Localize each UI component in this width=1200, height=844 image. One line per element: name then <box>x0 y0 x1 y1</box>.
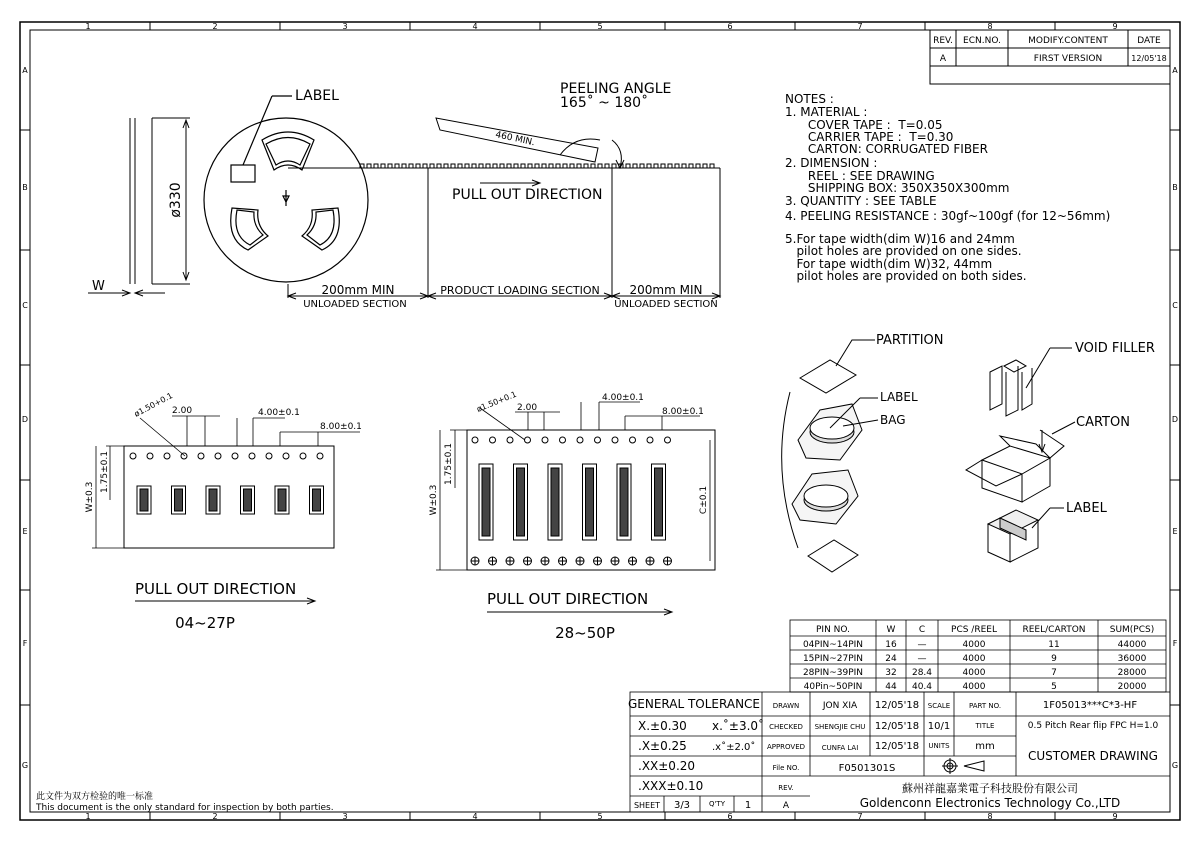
qty-cell: — <box>917 640 927 650</box>
col-label: 7 <box>857 812 863 821</box>
component <box>586 468 594 536</box>
date-value: 12/05'18 <box>1131 54 1167 63</box>
sprocket-mark <box>472 164 476 168</box>
qty-cell: 20000 <box>1117 682 1147 692</box>
large-pitch-800: 8.00±0.1 <box>662 407 704 417</box>
units-value: mm <box>975 741 995 752</box>
sprocket-mark <box>437 164 441 168</box>
sprocket-hole <box>595 437 601 443</box>
packing-label-1: LABEL <box>880 390 918 404</box>
component <box>175 489 183 511</box>
qty-cell: 44000 <box>1117 640 1147 650</box>
col-label: 7 <box>857 22 863 31</box>
qty-cell: 4000 <box>962 640 986 650</box>
col-label: 8 <box>987 22 993 31</box>
qty-cell: 4000 <box>962 668 986 678</box>
sprocket-hole <box>612 437 618 443</box>
sprocket-mark <box>423 164 427 168</box>
component <box>209 489 217 511</box>
footer-cn: 此文件为双方检验的唯一标准 <box>36 792 154 802</box>
drawn-date: 12/05'18 <box>874 700 920 711</box>
sprocket-hole <box>542 437 548 443</box>
sprocket-mark <box>493 164 497 168</box>
qty-header: REEL/CARTON <box>1022 625 1086 635</box>
sprocket-hole <box>164 453 170 459</box>
sprocket-mark <box>668 164 672 168</box>
approved-label: APPROVED <box>766 743 806 751</box>
note-line: CARTON: CORRUGATED FIBER <box>785 142 988 156</box>
rev-header: REV. <box>933 36 953 46</box>
sprocket-hole <box>130 453 136 459</box>
qty-header: W <box>886 625 896 635</box>
scale-label: SCALE <box>927 702 951 710</box>
qty-cell: 40Pin~50PIN <box>803 682 863 692</box>
col-label: 6 <box>727 22 733 31</box>
peeling-angle-label: PEELING ANGLE <box>560 81 672 97</box>
note-line: 5.For tape width(dim W)16 and 24mm <box>785 232 1015 246</box>
sprocket-mark <box>682 164 686 168</box>
col-label: 1 <box>85 22 91 31</box>
tape-small-pockets <box>137 486 324 514</box>
sprocket-mark <box>591 164 595 168</box>
w-label: W <box>92 279 105 294</box>
fileno-label: File NO. <box>772 764 800 772</box>
col-label: 9 <box>1112 22 1118 31</box>
packing-illustration <box>782 340 1075 572</box>
qty-cell: 28000 <box>1117 668 1147 678</box>
row-label: E <box>22 527 28 536</box>
sprocket-mark <box>570 164 574 168</box>
sprocket-mark <box>444 164 448 168</box>
qty-header: SUM(PCS) <box>1109 625 1155 635</box>
col-label: 2 <box>212 22 218 31</box>
sprocket-mark <box>612 164 616 168</box>
col-label: 2 <box>212 812 218 821</box>
tape-large-holes <box>471 437 672 565</box>
reel-label-callout: LABEL <box>295 88 339 104</box>
quantity-table <box>803 625 1154 692</box>
unloaded-section-right: UNLOADED SECTION <box>614 299 718 310</box>
note-line: pilot holes are provided on both sides. <box>785 269 1027 283</box>
sprocket-mark <box>563 164 567 168</box>
sprocket-mark <box>584 164 588 168</box>
sprocket-hole <box>266 453 272 459</box>
large-c-dim: C±0.1 <box>699 485 709 515</box>
row-label: A <box>22 66 28 75</box>
component <box>244 489 252 511</box>
unloaded-dim-left: 200mm MIN <box>321 283 395 297</box>
sprocket-hole <box>232 453 238 459</box>
tape-large-pockets <box>479 464 666 540</box>
sprocket-mark <box>640 164 644 168</box>
qty-header: PCS /REEL <box>951 625 997 635</box>
tape-small-holes <box>130 453 323 459</box>
diameter-label: ø330 <box>168 182 184 218</box>
sprocket-mark <box>479 164 483 168</box>
qty-cell: 9 <box>1051 654 1057 664</box>
qty-cell: 15PIN~27PIN <box>802 654 864 664</box>
qty-cell: 36000 <box>1117 654 1147 664</box>
large-range: 28~50P <box>555 624 615 642</box>
qty-cell: 4000 <box>962 654 986 664</box>
sprocket-mark <box>381 164 385 168</box>
qty-cell: — <box>917 654 927 664</box>
unloaded-dim-right: 200mm MIN <box>629 283 703 297</box>
small-pitch-200: 2.00 <box>172 406 193 416</box>
sprocket-mark <box>633 164 637 168</box>
tol-4: .XXX±0.10 <box>638 779 704 793</box>
rev-label: REV. <box>778 784 794 792</box>
row-label: C <box>22 301 28 310</box>
col-label: 3 <box>342 22 348 31</box>
sprocket-mark <box>556 164 560 168</box>
component <box>140 489 148 511</box>
title-label: TITLE <box>975 722 995 730</box>
sprocket-mark <box>710 164 714 168</box>
sprocket-hole <box>198 453 204 459</box>
drawn-name: JON XIA <box>822 701 858 711</box>
qty-cell: 24 <box>885 654 897 664</box>
checked-label: CHECKED <box>769 723 803 731</box>
tol-1: X.±0.30 <box>638 719 687 733</box>
pull-out-direction-small: PULL OUT DIRECTION <box>135 580 297 598</box>
small-hole-dia: ø1.50+0.1 <box>132 391 175 419</box>
scale-value: 10/1 <box>927 721 951 732</box>
sprocket-mark <box>486 164 490 168</box>
drawn-label: DRAWN <box>772 702 800 710</box>
large-edge: 1.75±0.1 <box>444 443 454 485</box>
drawing-type: CUSTOMER DRAWING <box>1028 749 1158 763</box>
bag-label: BAG <box>880 413 906 427</box>
row-label: B <box>22 183 28 192</box>
component <box>551 468 559 536</box>
component <box>655 468 663 536</box>
qty-cell: 04PIN~14PIN <box>802 640 864 650</box>
qty-cell: 44 <box>885 682 897 692</box>
tol-2: .X±0.25 <box>638 739 687 753</box>
product-loading-section: PRODUCT LOADING SECTION <box>440 284 600 297</box>
sprocket-mark <box>647 164 651 168</box>
large-width: W±0.3 <box>429 484 439 516</box>
sprocket-mark <box>430 164 434 168</box>
sprocket-mark <box>395 164 399 168</box>
qty-header: C <box>918 625 926 635</box>
general-tolerance-title: GENERAL TOLERANCE <box>627 697 761 711</box>
row-label: A <box>1172 66 1178 75</box>
sprocket-mark <box>689 164 693 168</box>
sprocket-mark <box>542 164 546 168</box>
qty-cell: 4000 <box>962 682 986 692</box>
company-en: Goldenconn Electronics Technology Co.,LTD <box>859 796 1121 810</box>
note-line: 4. PEELING RESISTANCE : 30gf~100gf (for 12~56mm) <box>785 209 1111 223</box>
sprocket-mark <box>577 164 581 168</box>
tol-2b: .x˚±2.0˚ <box>712 742 756 753</box>
peeling-range-label: 165˚ ~ 180˚ <box>560 95 649 111</box>
row-label: G <box>1171 761 1179 770</box>
sprocket-mark <box>549 164 553 168</box>
tol-3: .XX±0.20 <box>638 759 696 773</box>
sprocket-mark <box>535 164 539 168</box>
sprocket-hole <box>317 453 323 459</box>
small-edge: 1.75±0.1 <box>100 451 110 493</box>
sprocket-mark <box>507 164 511 168</box>
sprocket-hole <box>300 453 306 459</box>
col-label: 5 <box>597 812 603 821</box>
sprocket-mark <box>703 164 707 168</box>
sprocket-hole <box>630 437 636 443</box>
sprocket-mark <box>661 164 665 168</box>
note-line: REEL : SEE DRAWING <box>785 169 935 183</box>
col-label: 1 <box>85 812 91 821</box>
partition-label: PARTITION <box>876 333 944 348</box>
pull-out-direction-top: PULL OUT DIRECTION <box>452 187 603 203</box>
row-label: E <box>1172 527 1178 536</box>
sprocket-mark <box>654 164 658 168</box>
row-markers <box>20 66 1180 770</box>
row-label: G <box>21 761 29 770</box>
note-line: 3. QUANTITY : SEE TABLE <box>785 194 937 208</box>
component <box>620 468 628 536</box>
sprocket-hole <box>647 437 653 443</box>
checked-name: SHENGJIE CHU <box>814 723 866 731</box>
reel-front-view <box>204 96 368 282</box>
tol-1b: x.˚±3.0˚ <box>712 719 765 733</box>
sheet-label: SHEET <box>633 801 661 810</box>
sprocket-hole <box>507 437 513 443</box>
partno-label: PART NO. <box>968 702 1002 710</box>
small-range: 04~27P <box>175 614 235 632</box>
packing-label-2: LABEL <box>1066 501 1107 516</box>
carton-label: CARTON <box>1076 415 1130 430</box>
sheet-value: 3/3 <box>673 800 691 811</box>
small-pitch-800: 8.00±0.1 <box>320 422 362 432</box>
tape-large-dimensions <box>436 402 710 570</box>
col-label: 4 <box>472 22 478 31</box>
approved-date: 12/05'18 <box>874 741 920 752</box>
col-label: 6 <box>727 812 733 821</box>
partno-value: 1F05013***C*3-HF <box>1042 700 1138 711</box>
notes-block <box>785 92 1110 283</box>
col-label: 3 <box>342 812 348 821</box>
rev-value-tb: A <box>782 801 790 811</box>
large-hole-dia: ø1.50+0.1 <box>475 389 518 414</box>
note-line: 2. DIMENSION : <box>785 156 878 170</box>
component <box>313 489 321 511</box>
sprocket-mark <box>409 164 413 168</box>
company-cn: 蘇州祥龍嘉業電子科技股份有限公司 <box>902 782 1078 795</box>
qty-label: Q'TY <box>709 800 725 808</box>
sprocket-hole <box>525 437 531 443</box>
sprocket-hole <box>147 453 153 459</box>
row-label: C <box>1172 301 1178 310</box>
sprocket-hole <box>665 437 671 443</box>
row-label: D <box>1171 415 1179 424</box>
sprocket-mark <box>675 164 679 168</box>
col-label: 4 <box>472 812 478 821</box>
qty-cell: 16 <box>885 640 897 650</box>
small-width: W±0.3 <box>85 481 95 513</box>
pull-out-direction-large: PULL OUT DIRECTION <box>487 590 649 608</box>
rev-value: A <box>939 54 947 64</box>
sprocket-hole <box>215 453 221 459</box>
date-header: DATE <box>1137 36 1161 46</box>
sprocket-hole <box>490 437 496 443</box>
sprocket-hole <box>283 453 289 459</box>
title-value: 0.5 Pitch Rear flip FPC H=1.0 <box>1027 721 1159 731</box>
note-line: COVER TAPE : T=0.05 <box>785 118 943 132</box>
modify-value: FIRST VERSION <box>1033 54 1103 64</box>
row-label: D <box>21 415 29 424</box>
checked-date: 12/05'18 <box>874 721 920 732</box>
footer-en: This document is the only standard for inspection by both parties. <box>36 803 334 813</box>
note-line: 1. MATERIAL : <box>785 105 868 119</box>
sprocket-mark <box>458 164 462 168</box>
sprocket-mark <box>402 164 406 168</box>
qty-cell: 5 <box>1051 682 1057 692</box>
qty-cell: 11 <box>1048 640 1060 650</box>
col-label: 9 <box>1112 812 1118 821</box>
col-label: 8 <box>987 812 993 821</box>
sprocket-hole <box>560 437 566 443</box>
qty-value: 1 <box>744 800 752 811</box>
tape-small-view <box>124 446 334 548</box>
large-pitch-400: 4.00±0.1 <box>602 393 644 403</box>
sprocket-mark <box>451 164 455 168</box>
row-label: F <box>22 639 28 648</box>
sprocket-mark <box>626 164 630 168</box>
note-line: pilot holes are provided on one sides. <box>785 244 1022 258</box>
qty-header: PIN NO. <box>816 625 850 635</box>
small-pitch-400: 4.00±0.1 <box>258 408 300 418</box>
col-label: 5 <box>597 22 603 31</box>
row-label: F <box>1172 639 1178 648</box>
sprocket-hole <box>472 437 478 443</box>
note-line: For tape width(dim W)32, 44mm <box>785 257 993 271</box>
component <box>517 468 525 536</box>
modify-header: MODIFY.CONTENT <box>1028 36 1108 46</box>
sprocket-mark <box>374 164 378 168</box>
fileno-value: F0501301S <box>838 763 896 774</box>
large-pitch-200: 2.00 <box>517 403 538 413</box>
qty-cell: 7 <box>1051 668 1057 678</box>
sprocket-hole <box>249 453 255 459</box>
sprocket-mark <box>500 164 504 168</box>
component <box>482 468 490 536</box>
approved-name: CUNFA LAI <box>821 744 859 752</box>
qty-cell: 28.4 <box>911 668 933 678</box>
qty-cell: 40.4 <box>911 682 933 692</box>
tape-strip <box>288 118 720 299</box>
row-label: B <box>1172 183 1178 192</box>
projection-symbol <box>942 758 984 774</box>
qty-cell: 28PIN~39PIN <box>802 668 864 678</box>
sprocket-mark <box>388 164 392 168</box>
sprocket-mark <box>696 164 700 168</box>
sprocket-mark <box>367 164 371 168</box>
sprocket-mark <box>598 164 602 168</box>
tape-small-dimensions <box>92 416 360 548</box>
note-line: CARRIER TAPE : T=0.30 <box>785 130 954 144</box>
sprocket-mark <box>528 164 532 168</box>
sprocket-mark <box>514 164 518 168</box>
ecn-header: ECN.NO. <box>963 36 1001 46</box>
qty-cell: 32 <box>885 668 897 678</box>
component <box>278 489 286 511</box>
note-line: SHIPPING BOX: 350X350X300mm <box>785 181 1010 195</box>
sprocket-mark <box>416 164 420 168</box>
note-line: NOTES : <box>785 92 834 106</box>
void-filler-label: VOID FILLER <box>1075 341 1155 356</box>
tape-sprockets <box>360 164 714 168</box>
unloaded-section-left: UNLOADED SECTION <box>303 299 407 310</box>
sprocket-hole <box>577 437 583 443</box>
units-label: UNITS <box>928 742 950 750</box>
sprocket-mark <box>521 164 525 168</box>
sprocket-mark <box>465 164 469 168</box>
len460-label: 460 MIN. <box>494 130 536 149</box>
sprocket-mark <box>605 164 609 168</box>
